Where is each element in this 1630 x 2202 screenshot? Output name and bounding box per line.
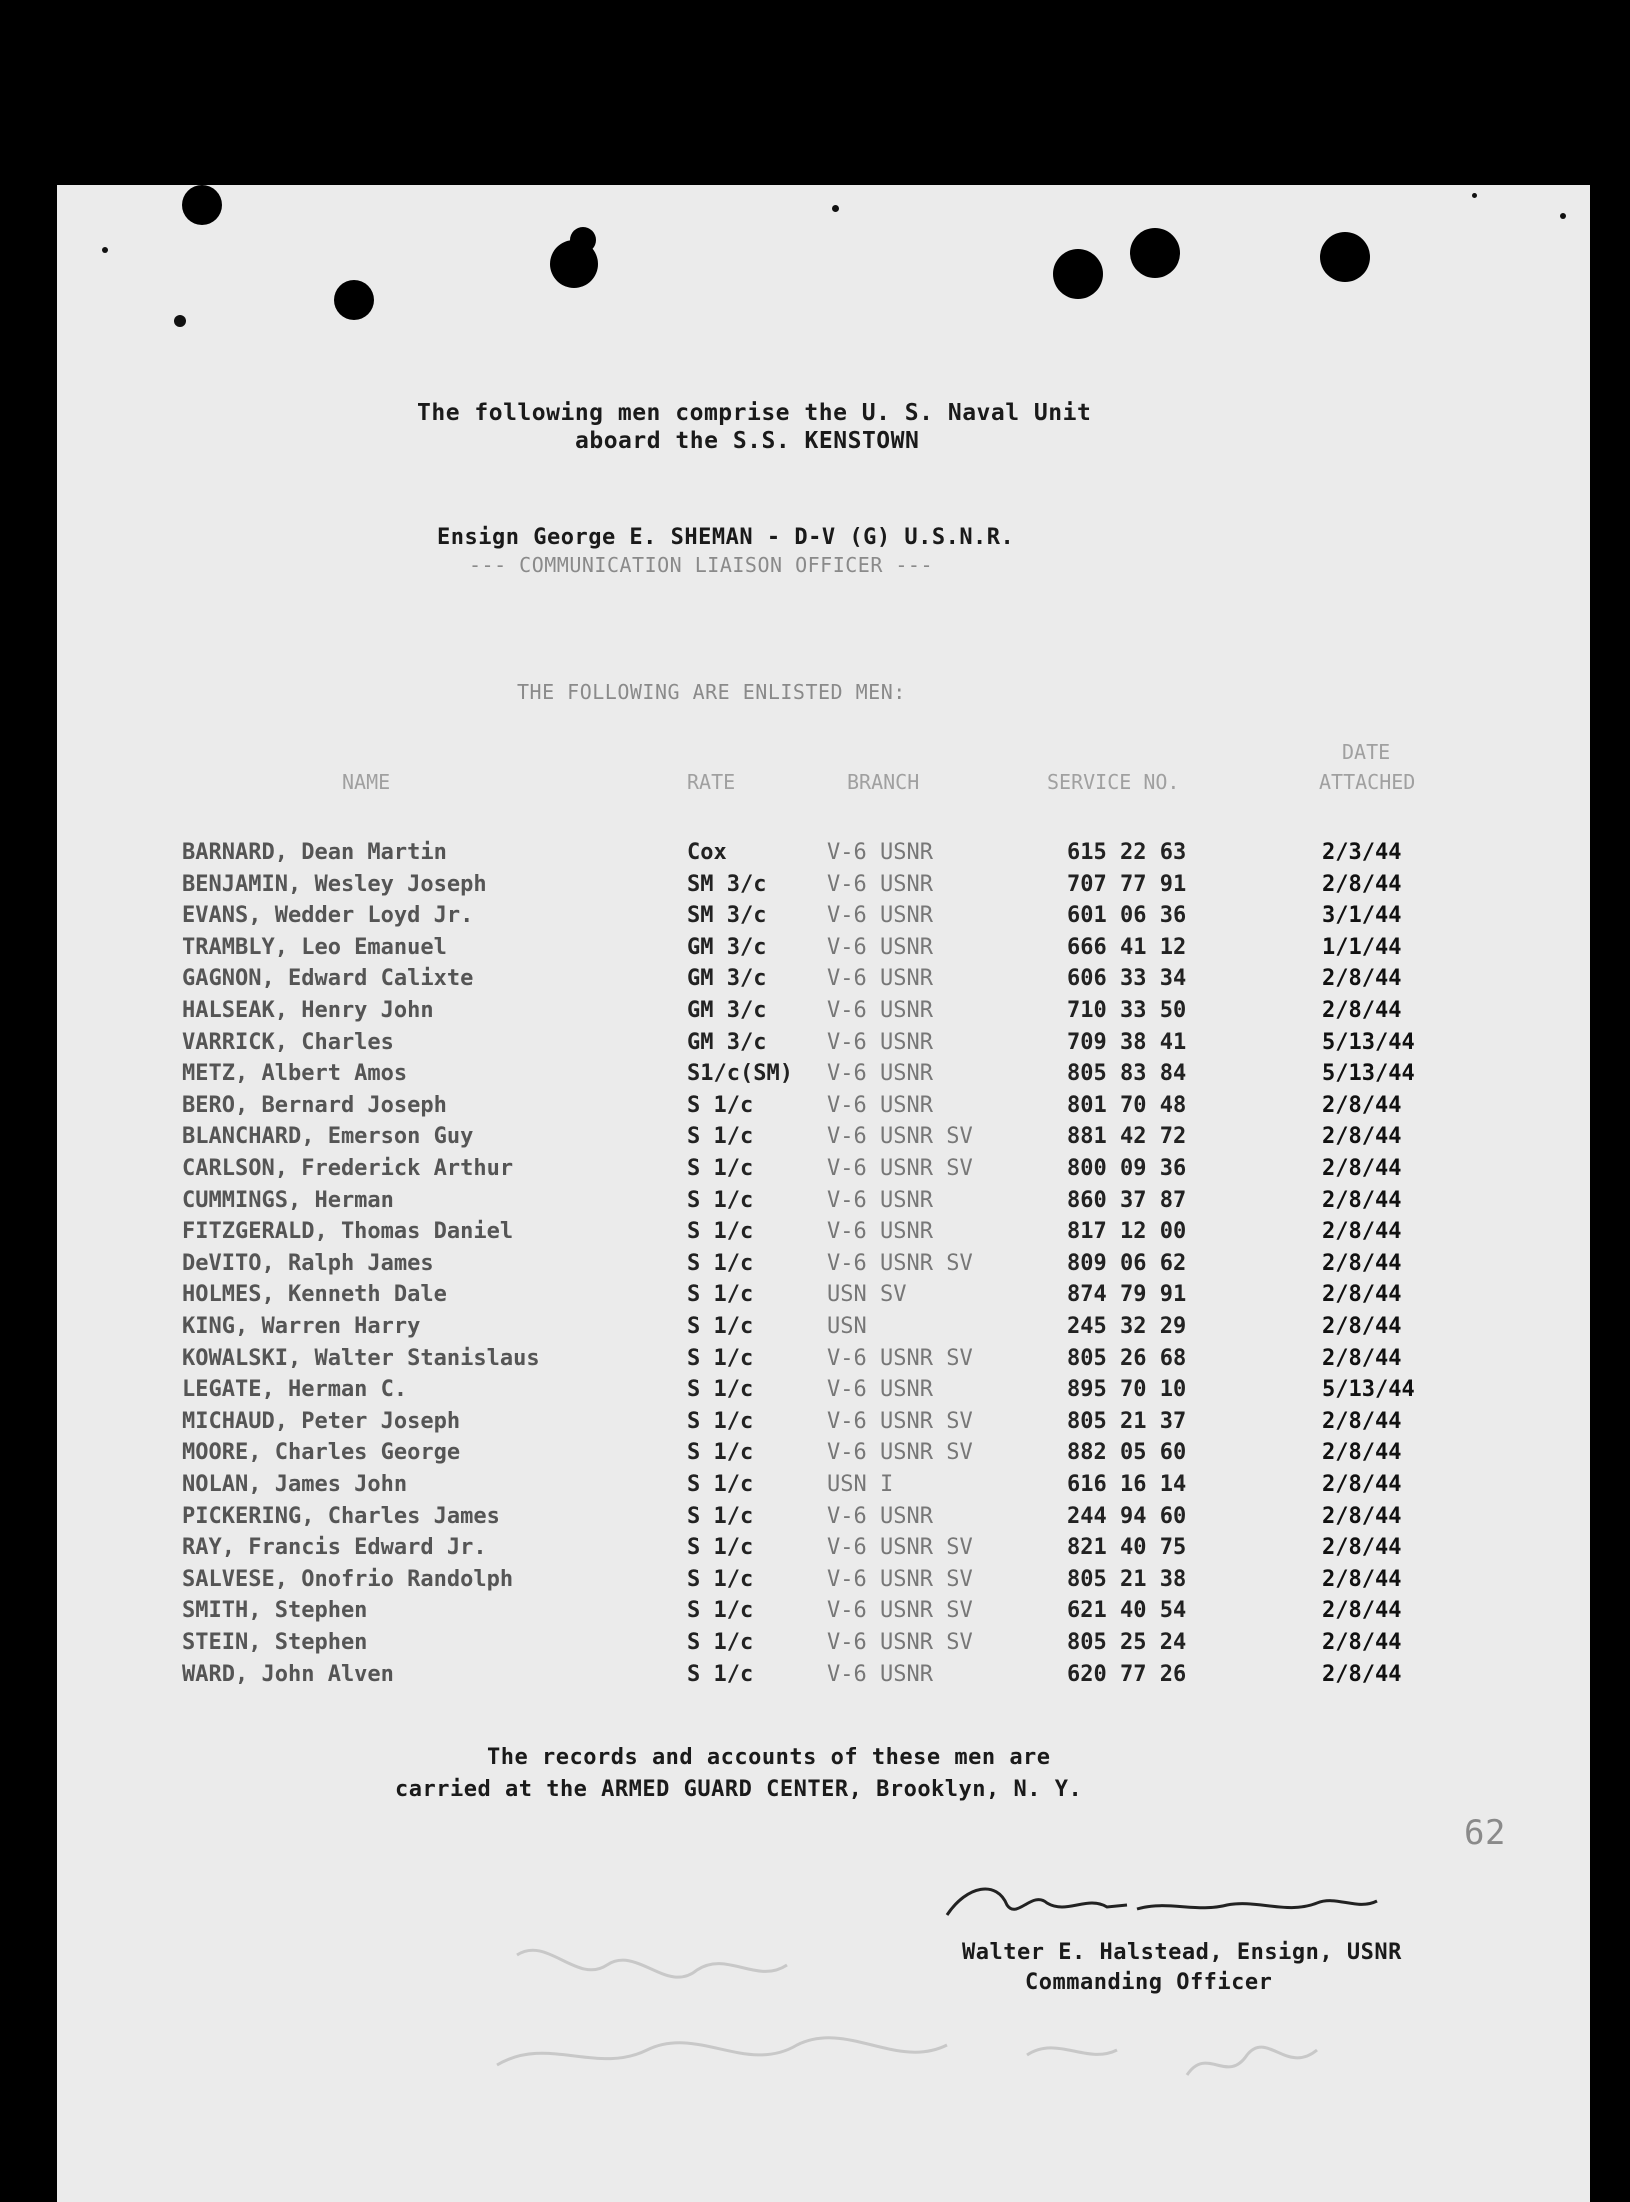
crew-branch: USN — [827, 1314, 867, 1339]
officer-title: --- COMMUNICATION LIAISON OFFICER --- — [469, 553, 934, 577]
crew-branch: V-6 USNR — [827, 840, 933, 865]
crew-name: BLANCHARD, Emerson Guy — [182, 1124, 474, 1150]
crew-rate: S 1/c — [687, 1092, 754, 1118]
date-attached: 5/13/44 — [1322, 1029, 1415, 1055]
ink-speck — [102, 247, 108, 253]
crew-service-number: 809 06 62 — [1067, 1250, 1187, 1276]
crew-service-number: 874 79 91 — [1067, 1282, 1187, 1308]
crew-service-number: 621 40 54 — [1067, 1598, 1187, 1624]
crew-name: CUMMINGS, Herman — [182, 1187, 394, 1213]
records-note-line1: The records and accounts of these men are — [487, 1745, 1051, 1770]
crew-rate: S 1/c — [687, 1630, 754, 1655]
table-row — [57, 840, 1590, 871]
crew-service-number: 882 05 60 — [1067, 1440, 1187, 1466]
crew-name: MICHAUD, Peter Joseph — [182, 1408, 461, 1434]
crew-name: DeVITO, Ralph James — [182, 1250, 434, 1276]
date-attached: 5/13/44 — [1322, 1061, 1415, 1087]
document-page — [57, 185, 1590, 2202]
crew-name: BARNARD, Dean Martin — [182, 840, 447, 865]
enlisted-heading: THE FOLLOWING ARE ENLISTED MEN: — [517, 680, 906, 704]
crew-branch: V-6 USNR SV — [827, 1250, 973, 1276]
crew-rate: S 1/c — [687, 1598, 754, 1624]
page-number: 62 — [1464, 1813, 1506, 1853]
table-row — [57, 1504, 1590, 1535]
date-attached: 2/8/44 — [1322, 1630, 1402, 1655]
crew-name: BERO, Bernard Joseph — [182, 1092, 447, 1118]
date-attached: 2/8/44 — [1322, 1314, 1402, 1339]
crew-name: FITZGERALD, Thomas Daniel — [182, 1219, 514, 1245]
crew-branch: V-6 USNR — [827, 1219, 933, 1245]
crew-service-number: 244 94 60 — [1067, 1503, 1187, 1529]
crew-branch: V-6 USNR SV — [827, 1630, 973, 1655]
crew-rate: S 1/c — [687, 1440, 754, 1466]
date-attached: 2/8/44 — [1322, 1219, 1402, 1245]
crew-branch: V-6 USNR — [827, 903, 933, 929]
crew-rate: GM 3/c — [687, 934, 767, 960]
crew-name: GAGNON, Edward Calixte — [182, 966, 474, 992]
table-row — [57, 1598, 1590, 1629]
crew-service-number: 817 12 00 — [1067, 1219, 1187, 1245]
crew-name: KING, Warren Harry — [182, 1314, 421, 1339]
crew-name: VARRICK, Charles — [182, 1029, 394, 1055]
crew-rate: S 1/c — [687, 1661, 754, 1687]
crew-branch: USN I — [827, 1472, 894, 1497]
crew-name: RAY, Francis Edward Jr. — [182, 1535, 487, 1561]
crew-rate: S 1/c — [687, 1566, 754, 1592]
crew-name: KOWALSKI, Walter Stanislaus — [182, 1345, 540, 1371]
signer-name: Walter E. Halstead, Ensign, USNR — [962, 1940, 1402, 1965]
crew-name: PICKERING, Charles James — [182, 1503, 500, 1529]
date-attached: 2/8/44 — [1322, 1503, 1402, 1529]
table-row — [57, 1282, 1590, 1313]
date-attached: 2/8/44 — [1322, 1345, 1402, 1371]
column-header-date-bottom: ATTACHED — [1319, 770, 1416, 794]
column-header-name: NAME — [342, 770, 391, 794]
crew-branch: V-6 USNR SV — [827, 1440, 973, 1466]
table-row — [57, 903, 1590, 934]
crew-branch: V-6 USNR SV — [827, 1124, 973, 1150]
date-attached: 2/8/44 — [1322, 1156, 1402, 1181]
crew-service-number: 606 33 34 — [1067, 966, 1187, 992]
date-attached: 2/8/44 — [1322, 871, 1402, 897]
crew-name: CARLSON, Frederick Arthur — [182, 1156, 514, 1181]
crew-rate: Cox — [687, 840, 727, 865]
date-attached: 2/3/44 — [1322, 840, 1402, 865]
crew-service-number: 707 77 91 — [1067, 871, 1187, 897]
date-attached: 2/8/44 — [1322, 1598, 1402, 1624]
crew-name: TRAMBLY, Leo Emanuel — [182, 934, 447, 960]
crew-branch: V-6 USNR — [827, 934, 933, 960]
date-attached: 1/1/44 — [1322, 934, 1402, 960]
punch-hole — [1130, 228, 1180, 278]
crew-rate: S 1/c — [687, 1535, 754, 1561]
crew-branch: V-6 USNR — [827, 966, 933, 992]
crew-rate: S 1/c — [687, 1503, 754, 1529]
crew-name: BENJAMIN, Wesley Joseph — [182, 871, 487, 897]
punch-hole — [1320, 232, 1370, 282]
records-note-line2: carried at the ARMED GUARD CENTER, Brooklyn, N. Y. — [395, 1777, 1083, 1802]
pencil-annotation — [487, 1925, 1567, 2125]
date-attached: 2/8/44 — [1322, 1092, 1402, 1118]
crew-name: METZ, Albert Amos — [182, 1061, 408, 1087]
crew-service-number: 801 70 48 — [1067, 1092, 1187, 1118]
table-row — [57, 1188, 1590, 1219]
crew-service-number: 881 42 72 — [1067, 1124, 1187, 1150]
crew-service-number: 805 21 38 — [1067, 1566, 1187, 1592]
crew-service-number: 805 21 37 — [1067, 1408, 1187, 1434]
crew-branch: V-6 USNR SV — [827, 1408, 973, 1434]
crew-rate: S 1/c — [687, 1250, 754, 1276]
date-attached: 2/8/44 — [1322, 966, 1402, 992]
crew-rate: S 1/c — [687, 1345, 754, 1371]
table-row — [57, 966, 1590, 997]
column-header-date-top: DATE — [1342, 740, 1391, 764]
date-attached: 2/8/44 — [1322, 1661, 1402, 1687]
crew-branch: V-6 USNR — [827, 1661, 933, 1687]
crew-rate: GM 3/c — [687, 966, 767, 992]
date-attached: 2/8/44 — [1322, 1282, 1402, 1308]
ink-speck — [832, 205, 839, 212]
crew-service-number: 601 06 36 — [1067, 903, 1187, 929]
crew-branch: V-6 USNR SV — [827, 1535, 973, 1561]
table-row — [57, 1377, 1590, 1408]
punch-hole — [570, 227, 596, 253]
crew-name: NOLAN, James John — [182, 1472, 408, 1497]
crew-service-number: 805 83 84 — [1067, 1061, 1187, 1087]
crew-rate: S 1/c — [687, 1156, 754, 1181]
crew-name: WARD, John Alven — [182, 1661, 394, 1687]
crew-name: SALVESE, Onofrio Randolph — [182, 1566, 514, 1592]
table-row — [57, 1535, 1590, 1566]
crew-rate: S 1/c — [687, 1187, 754, 1213]
crew-service-number: 821 40 75 — [1067, 1535, 1187, 1561]
crew-service-number: 800 09 36 — [1067, 1156, 1187, 1181]
date-attached: 2/8/44 — [1322, 1124, 1402, 1150]
date-attached: 2/8/44 — [1322, 1250, 1402, 1276]
punch-hole — [182, 185, 222, 225]
crew-rate: S 1/c — [687, 1314, 754, 1339]
table-row — [57, 1093, 1590, 1124]
crew-rate: GM 3/c — [687, 1029, 767, 1055]
crew-name: HALSEAK, Henry John — [182, 998, 434, 1023]
crew-rate: SM 3/c — [687, 871, 767, 897]
crew-branch: USN SV — [827, 1282, 907, 1308]
crew-rate: S 1/c — [687, 1219, 754, 1245]
crew-rate: S1/c(SM) — [687, 1061, 793, 1087]
table-row — [57, 872, 1590, 903]
table-row — [57, 1314, 1590, 1345]
crew-service-number: 615 22 63 — [1067, 840, 1187, 865]
crew-name: HOLMES, Kenneth Dale — [182, 1282, 447, 1308]
crew-branch: V-6 USNR — [827, 1377, 933, 1403]
table-row — [57, 1030, 1590, 1061]
crew-name: EVANS, Wedder Loyd Jr. — [182, 903, 474, 929]
date-attached: 2/8/44 — [1322, 1440, 1402, 1466]
crew-rate: S 1/c — [687, 1377, 754, 1403]
crew-name: MOORE, Charles George — [182, 1440, 461, 1466]
crew-branch: V-6 USNR — [827, 1503, 933, 1529]
table-row — [57, 1061, 1590, 1092]
crew-name: LEGATE, Herman C. — [182, 1377, 408, 1403]
table-row — [57, 1630, 1590, 1661]
ink-speck — [174, 315, 186, 327]
crew-rate: GM 3/c — [687, 998, 767, 1023]
crew-rate: S 1/c — [687, 1282, 754, 1308]
table-row — [57, 1567, 1590, 1598]
date-attached: 2/8/44 — [1322, 998, 1402, 1023]
crew-branch: V-6 USNR SV — [827, 1598, 973, 1624]
document-subheading: aboard the S.S. KENSTOWN — [575, 428, 920, 454]
column-header-rate: RATE — [687, 770, 736, 794]
crew-branch: V-6 USNR — [827, 998, 933, 1023]
date-attached: 2/8/44 — [1322, 1187, 1402, 1213]
crew-rate: S 1/c — [687, 1124, 754, 1150]
crew-service-number: 805 26 68 — [1067, 1345, 1187, 1371]
table-row — [57, 1472, 1590, 1503]
table-row — [57, 998, 1590, 1029]
crew-branch: V-6 USNR SV — [827, 1566, 973, 1592]
crew-service-number: 620 77 26 — [1067, 1661, 1187, 1687]
crew-service-number: 666 41 12 — [1067, 934, 1187, 960]
table-row — [57, 935, 1590, 966]
date-attached: 2/8/44 — [1322, 1408, 1402, 1434]
crew-service-number: 895 70 10 — [1067, 1377, 1187, 1403]
crew-rate: S 1/c — [687, 1408, 754, 1434]
crew-rate: SM 3/c — [687, 903, 767, 929]
date-attached: 5/13/44 — [1322, 1377, 1415, 1403]
date-attached: 3/1/44 — [1322, 903, 1402, 929]
crew-branch: V-6 USNR — [827, 1029, 933, 1055]
crew-service-number: 805 25 24 — [1067, 1630, 1187, 1655]
signer-title: Commanding Officer — [1025, 1970, 1273, 1995]
crew-service-number: 710 33 50 — [1067, 998, 1187, 1023]
table-row — [57, 1219, 1590, 1250]
table-row — [57, 1156, 1590, 1187]
document-heading: The following men comprise the U. S. Naval Unit — [417, 400, 1092, 426]
date-attached: 2/8/44 — [1322, 1535, 1402, 1561]
crew-service-number: 709 38 41 — [1067, 1029, 1187, 1055]
table-row — [57, 1124, 1590, 1155]
crew-branch: V-6 USNR — [827, 1187, 933, 1213]
table-row — [57, 1251, 1590, 1282]
table-row — [57, 1440, 1590, 1471]
column-header-branch: BRANCH — [847, 770, 920, 794]
table-row — [57, 1409, 1590, 1440]
date-attached: 2/8/44 — [1322, 1566, 1402, 1592]
officer-line: Ensign George E. SHEMAN - D-V (G) U.S.N.R. — [437, 525, 1015, 550]
punch-hole — [1053, 249, 1103, 299]
table-row — [57, 1662, 1590, 1693]
punch-hole — [334, 280, 374, 320]
date-attached: 2/8/44 — [1322, 1472, 1402, 1497]
ink-speck — [1560, 213, 1566, 219]
ink-speck — [1472, 193, 1477, 198]
column-header-service-no: SERVICE NO. — [1047, 770, 1180, 794]
crew-service-number: 616 16 14 — [1067, 1472, 1187, 1497]
crew-branch: V-6 USNR — [827, 871, 933, 897]
crew-rate: S 1/c — [687, 1472, 754, 1497]
crew-service-number: 860 37 87 — [1067, 1187, 1187, 1213]
crew-branch: V-6 USNR SV — [827, 1156, 973, 1181]
crew-branch: V-6 USNR SV — [827, 1345, 973, 1371]
crew-name: SMITH, Stephen — [182, 1598, 368, 1624]
crew-name: STEIN, Stephen — [182, 1630, 368, 1655]
crew-service-number: 245 32 29 — [1067, 1314, 1187, 1339]
table-row — [57, 1346, 1590, 1377]
crew-branch: V-6 USNR — [827, 1092, 933, 1118]
crew-branch: V-6 USNR — [827, 1061, 933, 1087]
